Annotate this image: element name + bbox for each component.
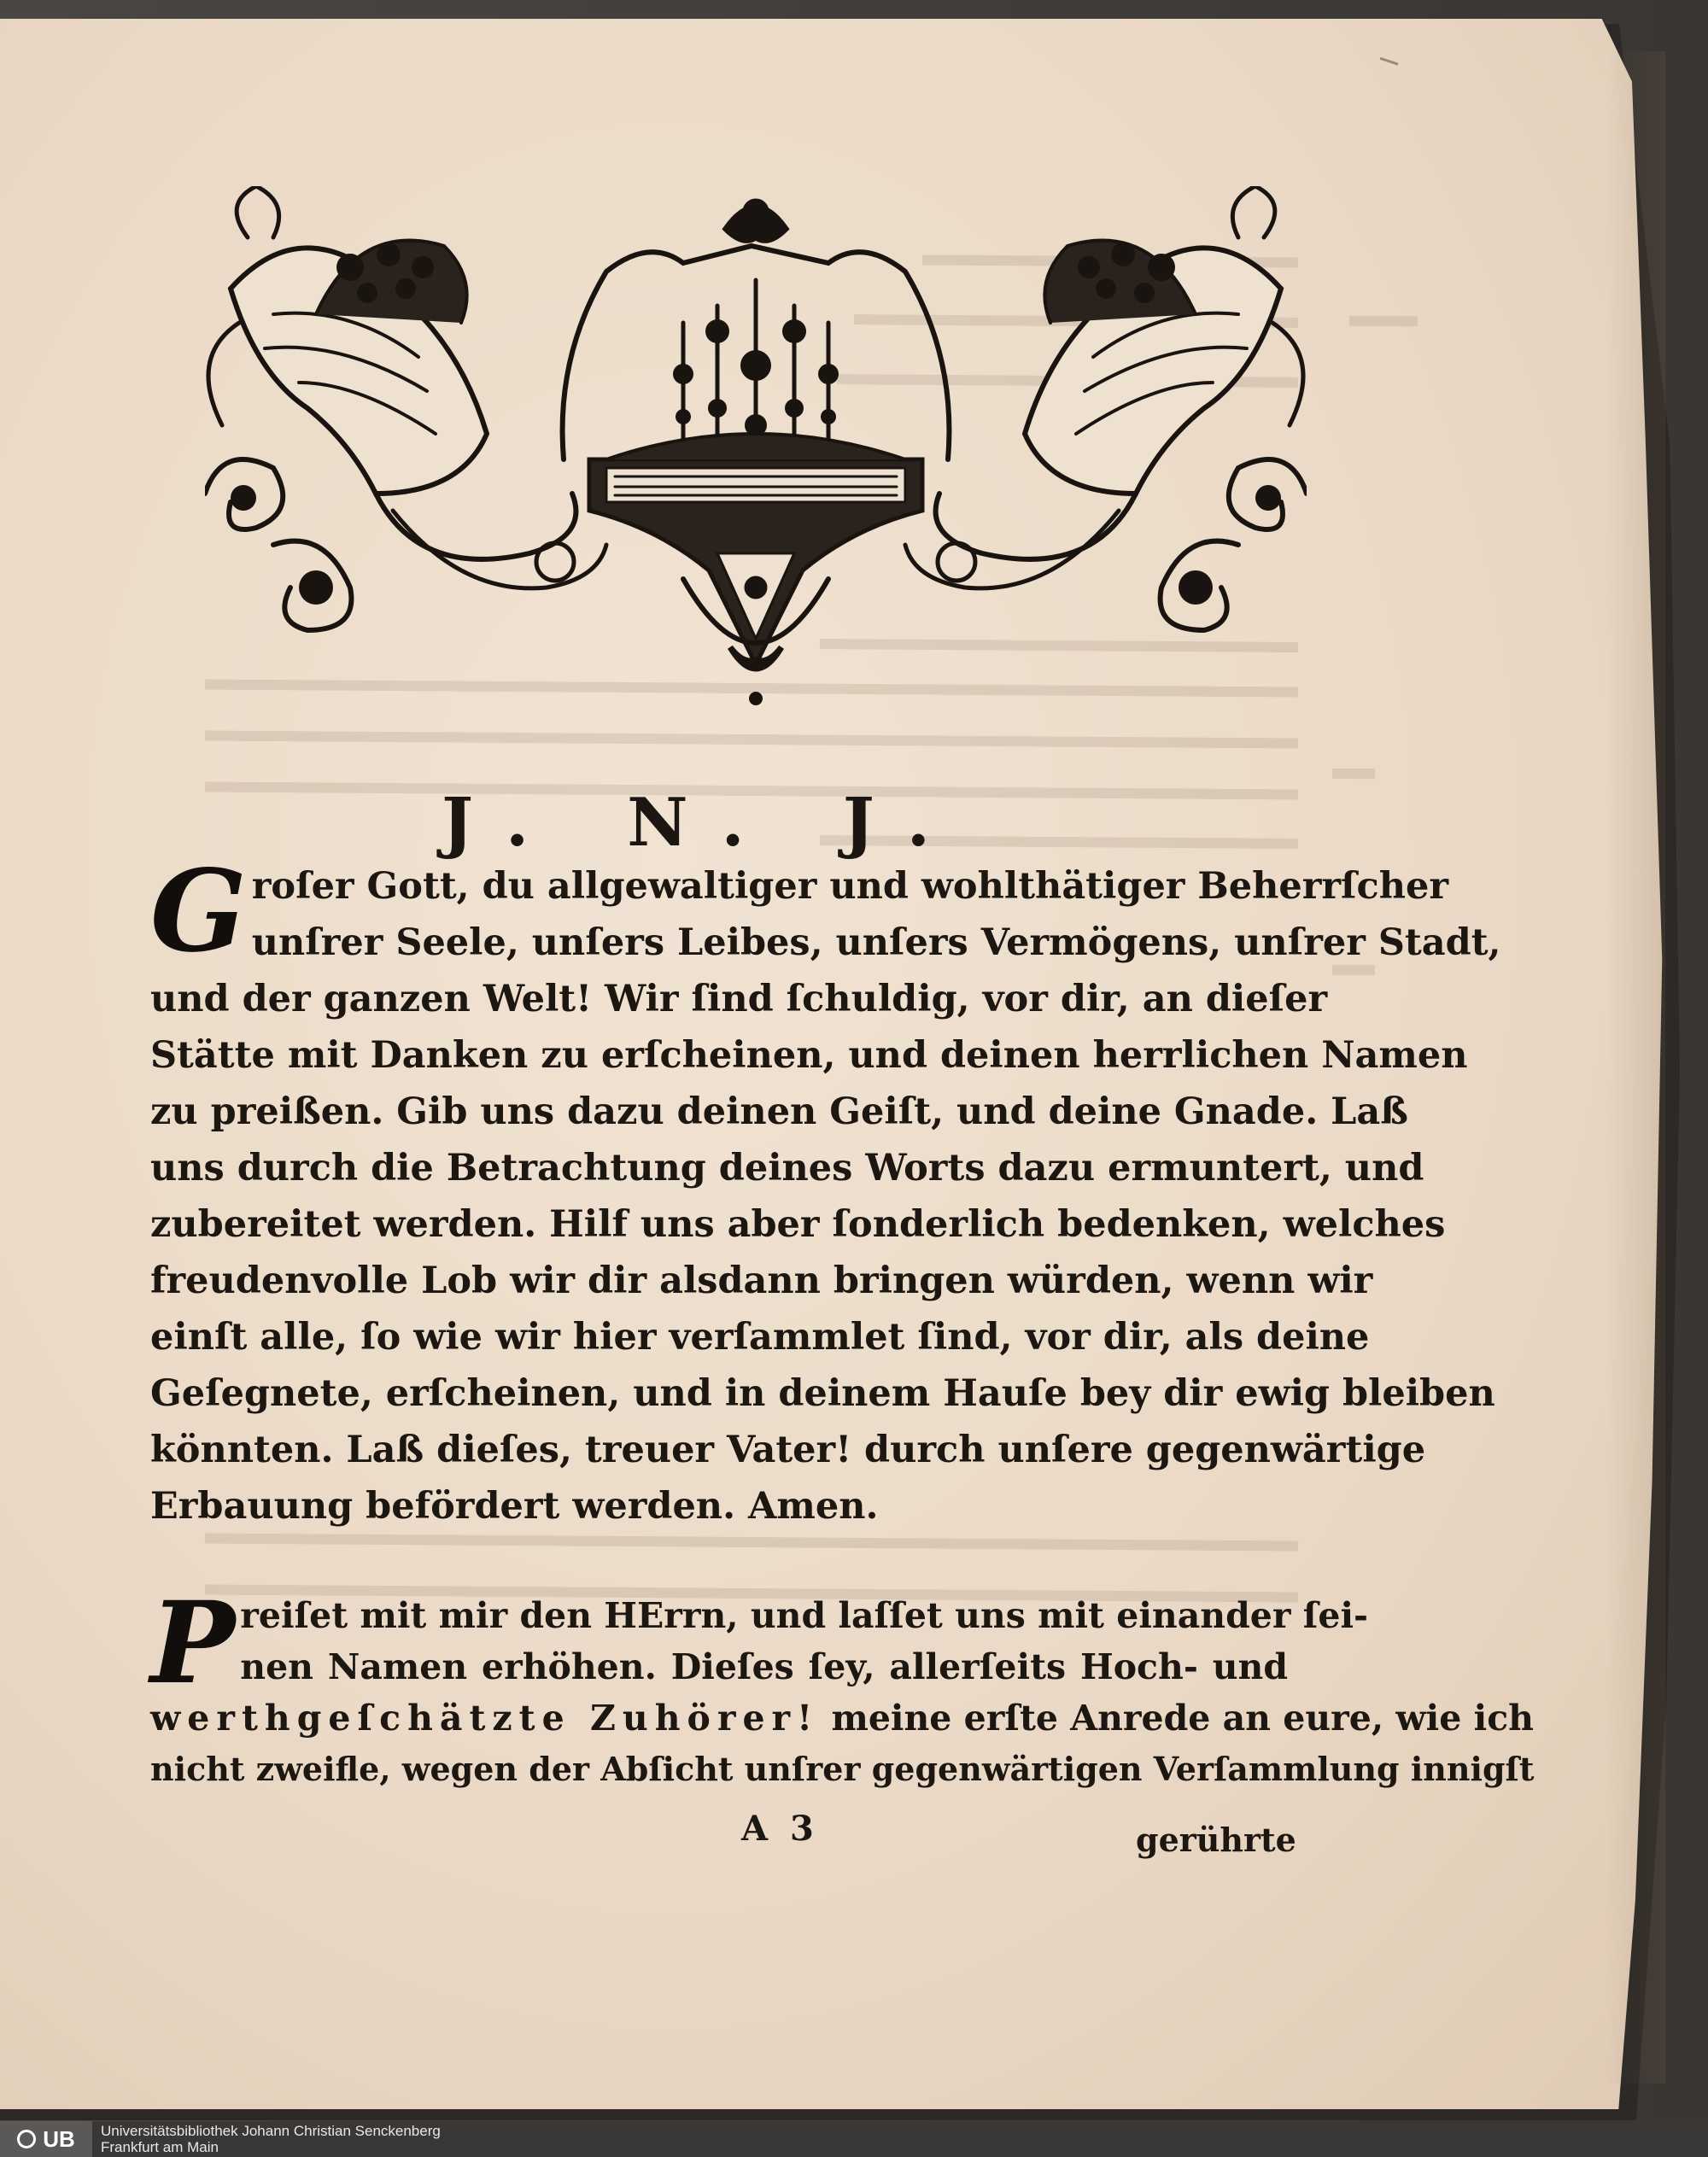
- catchword: gerührte: [1136, 1821, 1296, 1859]
- prayer-drop-cap: G: [150, 845, 247, 978]
- ub-logo-text: UB: [43, 2125, 75, 2152]
- heading-jnj: J. N. J.: [442, 784, 968, 862]
- prayer-line: roſer Gott, du allgewaltiger und wohlthätiger Beherrſcher: [251, 865, 1449, 908]
- woodcut-headpiece-ornament: [205, 186, 1307, 707]
- prayer-line: Stätte mit Danken zu erſcheinen, und deinen herrlichen Namen: [150, 1034, 1468, 1077]
- sermon-opening: [150, 1577, 1535, 1795]
- printer-signature: A 3: [741, 1809, 819, 1849]
- sermon-line: nicht zweifle, wegen der Abſicht unſrer gegenwärtigen Verſammlung innigſt: [150, 1750, 1535, 1788]
- institution-city: Frankfurt am Main: [101, 2139, 219, 2155]
- page-edge-shading: [1606, 51, 1665, 2084]
- prayer-line: und der ganzen Welt! Wir ſind ſchuldig, vor dir, an dieſer: [150, 978, 1328, 1020]
- prayer-line: Geſegnete, erſcheinen, und in deinem Hauſe bey dir ewig bleiben: [150, 1372, 1495, 1415]
- prayer-line: Erbauung befördert werden. Amen.: [150, 1485, 879, 1528]
- ub-logo: [0, 2121, 92, 2157]
- prayer-line: freudenvolle Lob wir dir alsdann bringen würden, wenn wir: [150, 1260, 1373, 1302]
- ub-logo-icon: [17, 2130, 36, 2148]
- opening-prayer: [150, 845, 1501, 1534]
- sermon-line: nen Namen erhöhen. Dieſes ſey, allerſeits Hoch- und: [240, 1646, 1288, 1687]
- library-footer: [0, 2121, 1708, 2157]
- prayer-line: zubereitet werden. Hilf uns aber ſonderlich bedenken, welches: [150, 1203, 1446, 1246]
- sermon-line: reiſet mit mir den HErrn, und laſſet uns mit einander ſei-: [240, 1595, 1369, 1636]
- sermon-line: [150, 1692, 1534, 1744]
- prayer-line: könnten. Laß dieſes, treuer Vater! durch unſere gegenwärtige: [150, 1429, 1426, 1471]
- sermon-text: meine erſte Anrede an eure, wie ich: [819, 1698, 1534, 1739]
- spaced-emphasis: werthgeſchätzte Zuhörer!: [150, 1698, 820, 1739]
- prayer-line: uns durch die Betrachtung deines Worts dazu ermuntert, und: [150, 1147, 1424, 1190]
- institution-name: Universitätsbibliothek Johann Christian Senckenberg: [101, 2123, 441, 2139]
- footer-attribution: [101, 2123, 441, 2155]
- prayer-line: zu preißen. Gib uns dazu deinen Geiſt, und deine Gnade. Laß: [150, 1090, 1408, 1133]
- prayer-line: einſt alle, ſo wie wir hier verſammlet ſind, vor dir, als deine: [150, 1316, 1370, 1359]
- prayer-line: unſrer Seele, unſers Leibes, unſers Vermögens, unſrer Stadt,: [251, 921, 1501, 964]
- sermon-drop-cap: P: [150, 1577, 236, 1710]
